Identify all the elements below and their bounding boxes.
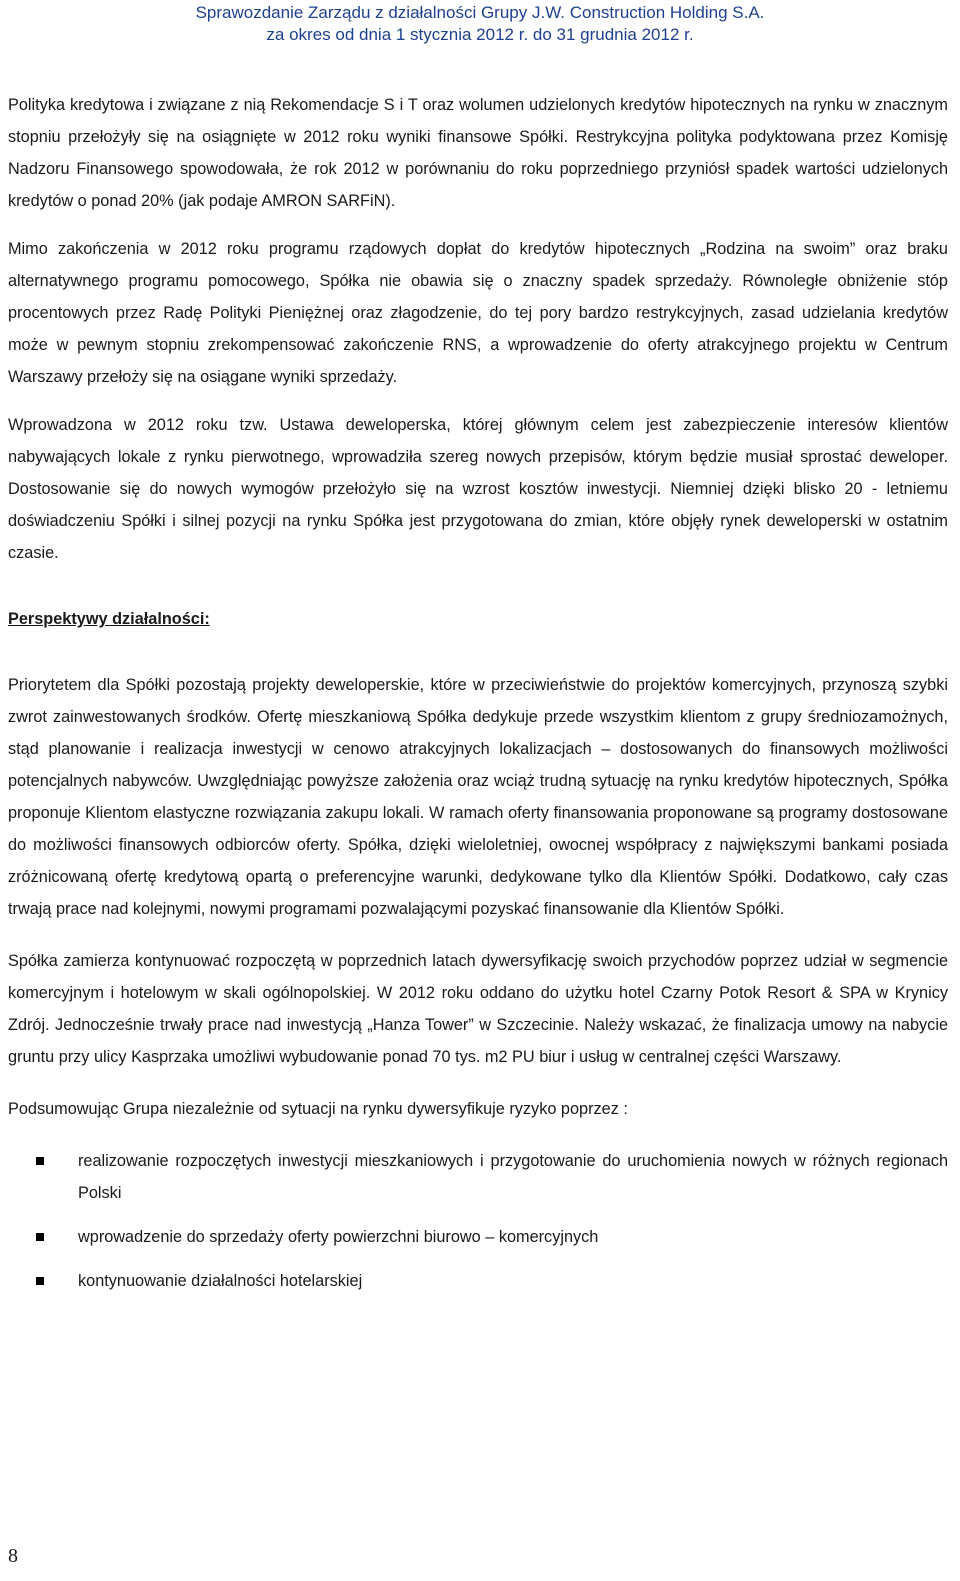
list-item-text: realizowanie rozpoczętych inwestycji mieszkaniowych i przygotowanie do uruchomienia nowych w różnych regionach Polski [78,1152,948,1202]
list-item-text: wprowadzenie do sprzedaży oferty powierzchni biurowo – komercyjnych [78,1228,599,1246]
paragraph-priorities: Priorytetem dla Spółki pozostają projekty deweloperskie, które w przeciwieństwie do projektów komercyjnych, przynoszą szybki zwrot zainwestowanych środków. Ofertę mieszkaniową Spółka dedykuje przede wszystkim klientom z grupy średniozamożnych, stąd planowanie i realizacja inwestycji w cenowo atrakcyjnych lokalizacjach – dostosowanych do finansowych możliwości potencjalnych nabywców. Uwzględniając powyższe założenia oraz wciąż trudną sytuację na rynku kredytów hipotecznych, Spółka proponuje Klientom elastyczne rozwiązania zakupu lokali. W ramach oferty finansowania proponowane są programy dostosowane do możliwości finansowych odbiorców oferty. Spółka, dzięki wieloletniej, owocnej współpracy z największymi bankami posiada zróżnicowaną ofertę kredytową opartą o preferencyjne warunki, dedykowane tylko dla Klientów Spółki. Dodatkowo, cały czas trwają prace nad kolejnymi, nowymi programami pozwalającymi pozyskać finansowanie dla Klientów Spółki. [8,676,948,918]
list-item [8,1145,948,1209]
paragraph-sales-outlook: Mimo zakończenia w 2012 roku programu rządowych dopłat do kredytów hipotecznych „Rodzina na swoim” oraz braku alternatywnego programu pomocowego, Spółka nie obawia się o znaczny spadek sprzedaży. Równoległe obniżenie stóp procentowych przez Radę Polityki Pieniężnej oraz złagodzenie, do tej pory bardzo restrykcyjnych, zasad udzielania kredytów może w pewnym stopniu zrekompensować zakończenie RNS, a wprowadzenie do oferty atrakcyjnego projektu w Centrum Warszawy przełoży się na osiągane wyniki sprzedaży. [8,240,948,386]
square-bullet-icon [36,1233,44,1241]
header-title: Sprawozdanie Zarządu z działalności Grupy J.W. Construction Holding S.A. [195,3,765,22]
paragraph-developer-act: Wprowadzona w 2012 roku tzw. Ustawa deweloperska, której głównym celem jest zabezpieczenie interesów klientów nabywających lokale z rynku pierwotnego, wprowadziła szereg nowych przepisów, którym będzie musiał sprostać deweloper. Dostosowanie się do nowych wymogów przełożyło się na wzrost kosztów inwestycji. Niemniej dzięki blisko 20 - letniemu doświadczeniu Spółki i silnej pozycji na rynku Spółka jest przygotowana do zmian, które objęły rynek deweloperski w ostatnim czasie. [8,416,948,562]
paragraph-credit-policy: Polityka kredytowa i związane z nią Rekomendacje S i T oraz wolumen udzielonych kredytów hipotecznych na rynku w znacznym stopniu przełożyły się na osiągnięte w 2012 roku wyniki finansowe Spółki. Restrykcyjna polityka podyktowana przez Komisję Nadzoru Finansowego spowodowała, że rok 2012 w porównaniu do roku poprzedniego przyniósł spadek wartości udzielonych kredytów o ponad 20% (jak podaje AMRON SARFiN). [8,96,948,210]
page-number: 8 [8,1545,18,1567]
square-bullet-icon [36,1277,44,1285]
list-item [8,1221,948,1253]
paragraph-diversification: Spółka zamierza kontynuować rozpoczętą w poprzednich latach dywersyfikację swoich przychodów poprzez udział w segmencie komercyjnym i hotelowym w skali ogólnopolskiej. W 2012 roku oddano do użytku hotel Czarny Potok Resort & SPA w Krynicy Zdrój. Jednocześnie trwały prace nad inwestycją „Hanza Tower” w Szczecinie. Należy wskazać, że finalizacja umowy na nabycie gruntu przy ulicy Kasprzaka umożliwi wybudowanie ponad 70 tys. m2 PU biur i usług w centralnej części Warszawy. [8,952,948,1066]
section-heading-perspectives: Perspektywy działalności: [8,610,210,628]
list-item [8,1265,948,1297]
square-bullet-icon [36,1157,44,1165]
document-header [0,2,960,46]
diversification-list [8,1145,948,1297]
list-item-text: kontynuowanie działalności hotelarskiej [78,1272,363,1290]
document-body [8,89,948,1297]
paragraph-summary: Podsumowując Grupa niezależnie od sytuacji na rynku dywersyfikuje ryzyko poprzez : [8,1100,628,1118]
header-period: za okres od dnia 1 stycznia 2012 r. do 31 grudnia 2012 r. [266,25,694,44]
